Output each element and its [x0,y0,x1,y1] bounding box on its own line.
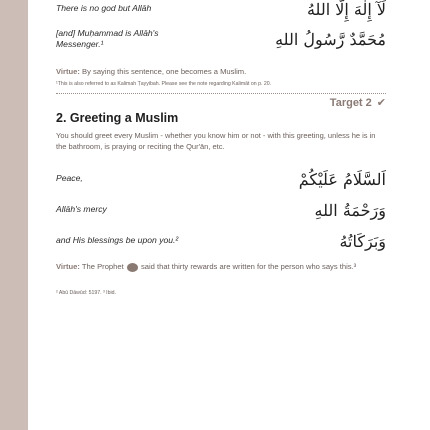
arabic-peace: اَلسَّلَامُ عَلَيْكُمْ [298,170,386,189]
section-heading: 2. Greeting a Muslim [56,111,179,125]
virtue-label-2: Virtue: [56,262,80,271]
virtue-label: Virtue: [56,67,80,76]
virtue-text-2a: The Prophet [81,262,124,271]
translation-peace: Peace, [56,173,83,183]
arabic-blessings: وَبَرَكَاتُهُ [339,232,386,251]
virtue-1 [56,67,386,77]
footnote-2: ² Abū Dāwūd: 5197. ³ Ibid. [56,290,116,296]
target-label [330,96,386,109]
arabic-line-1: لَآ إِلٰهَ إِلَّا اللهُ [306,0,386,19]
section-intro: You should greet every Muslim - whether you know him or not - with this greeting, unless he is in the bathroom, is praying or reciting the Qur'ān, etc. [56,131,376,151]
page-content [56,0,386,430]
translation-mercy: Allāh's mercy [56,204,107,214]
translation-blessings: and His blessings be upon you.² [56,235,179,245]
virtue-text: By saying this sentence, one becomes a Muslim. [82,67,247,76]
arabic-line-2: مُحَمَّدٌ رَّسُولُ اللهِ [275,30,386,49]
arabic-mercy: وَرَحْمَةُ اللهِ [314,201,386,220]
virtue-text-2b: said that thirty rewards are written for the person who says this.³ [140,262,357,271]
salutation-icon [127,263,138,272]
translation-line-1: There is no god but Allāh [56,3,152,13]
target-text: Target 2 [329,97,372,109]
translation-line-2: [and] Muḥammad is Allāh's Messenger.¹ [56,28,159,49]
side-color-band [0,0,28,430]
footnote-1: ¹This is also referred to as Kalimah Ṭayyibah. Please see the note regarding Kalimāt on p. 20. [56,81,272,87]
target-divider [56,93,386,94]
check-icon: ✔ [376,97,386,109]
virtue-2 [56,262,386,272]
